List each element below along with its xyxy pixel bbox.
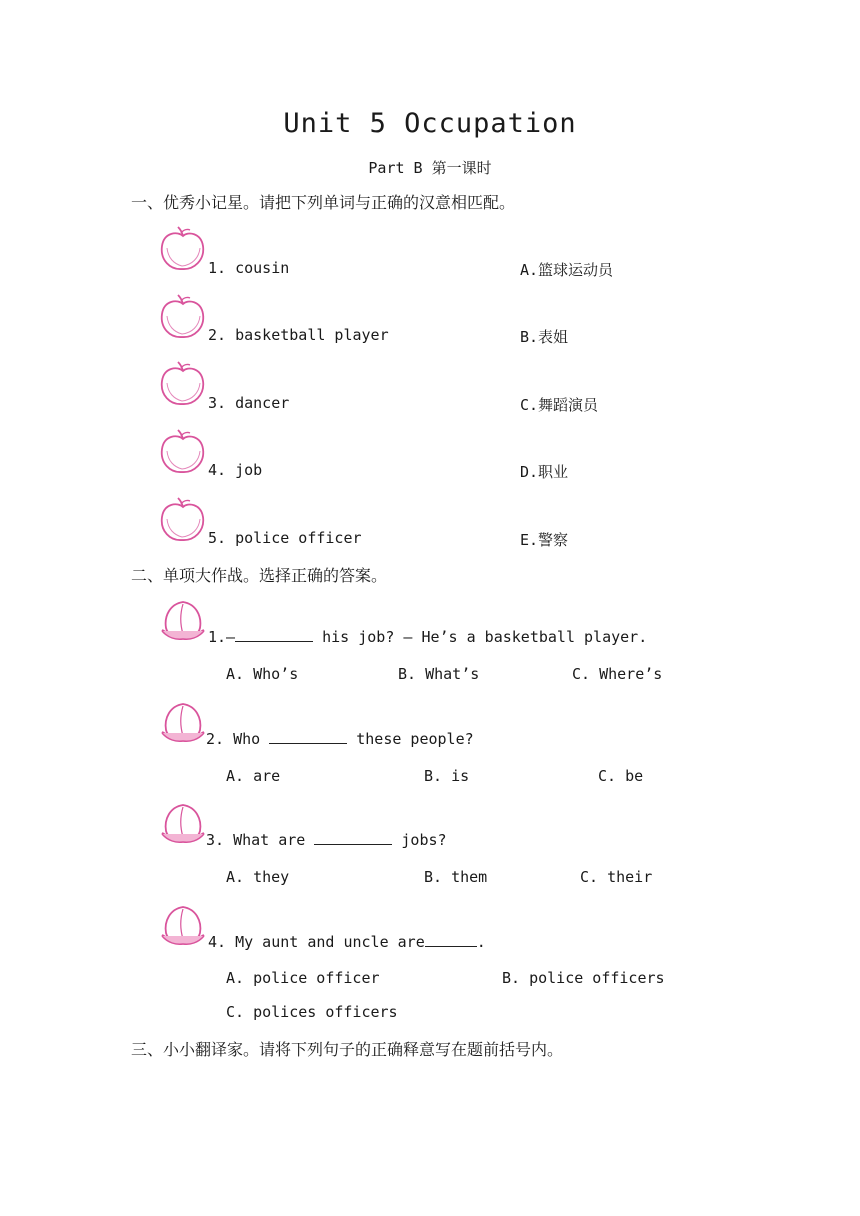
q4-option-a: A. police officer <box>226 969 380 987</box>
page-subtitle: Part B 第一课时 <box>368 159 492 177</box>
q2-option-c: C. be <box>598 767 644 785</box>
question-4 <box>208 932 486 951</box>
q1-option-a: A. Who’s <box>226 665 299 683</box>
apple-icon <box>158 292 208 342</box>
question-3-prefix: 3. What are <box>206 831 315 849</box>
q4-option-c: C. polices officers <box>226 1003 398 1021</box>
match-meaning-b: B.表姐 <box>520 328 569 346</box>
question-4-prefix: 4. My aunt and uncle are <box>208 933 425 951</box>
q2-option-b: B. is <box>424 767 470 785</box>
question-1 <box>208 627 647 646</box>
apple-icon <box>158 495 208 545</box>
match-meaning-e: E.警察 <box>520 531 569 549</box>
section-3-heading: 三、小小翻译家。请将下列句子的正确释意写在题前括号内。 <box>131 1040 564 1059</box>
match-word-1: 1. cousin <box>208 259 290 277</box>
answer-blank[interactable] <box>269 729 347 744</box>
answer-blank[interactable] <box>235 627 313 642</box>
q2-option-a: A. are <box>226 767 281 785</box>
q1-option-b: B. What’s <box>398 665 480 683</box>
match-meaning-d: D.职业 <box>520 463 569 481</box>
match-word-5: 5. police officer <box>208 529 362 547</box>
q3-option-a: A. they <box>226 868 290 886</box>
q3-option-c: C. their <box>580 868 653 886</box>
question-3-suffix: jobs? <box>392 831 447 849</box>
match-word-4: 4. job <box>208 461 263 479</box>
match-word-2: 2. basketball player <box>208 326 389 344</box>
page-title: Unit 5 Occupation <box>283 108 577 139</box>
answer-blank[interactable] <box>425 932 477 947</box>
question-2-prefix: 2. Who <box>206 730 270 748</box>
peach-icon <box>158 598 208 643</box>
question-2-suffix: these people? <box>347 730 474 748</box>
apple-icon <box>158 427 208 477</box>
question-1-suffix: his job? — He’s a basketball player. <box>313 628 648 646</box>
match-meaning-c: C.舞蹈演员 <box>520 396 599 414</box>
apple-icon <box>158 224 208 274</box>
peach-icon <box>158 801 208 846</box>
peach-icon <box>158 903 208 948</box>
answer-blank[interactable] <box>314 830 392 845</box>
section-2-heading: 二、单项大作战。选择正确的答案。 <box>131 566 388 585</box>
section-1-heading: 一、优秀小记星。请把下列单词与正确的汉意相匹配。 <box>131 193 516 212</box>
match-word-3: 3. dancer <box>208 394 290 412</box>
question-3 <box>206 830 447 849</box>
question-4-suffix: . <box>476 933 486 951</box>
question-1-prefix: 1.— <box>208 628 236 646</box>
match-meaning-a: A.篮球运动员 <box>520 261 614 279</box>
peach-icon <box>158 700 208 745</box>
apple-icon <box>158 359 208 409</box>
q1-option-c: C. Where’s <box>572 665 663 683</box>
question-2 <box>206 729 474 748</box>
q3-option-b: B. them <box>424 868 488 886</box>
q4-option-b: B. police officers <box>502 969 665 987</box>
